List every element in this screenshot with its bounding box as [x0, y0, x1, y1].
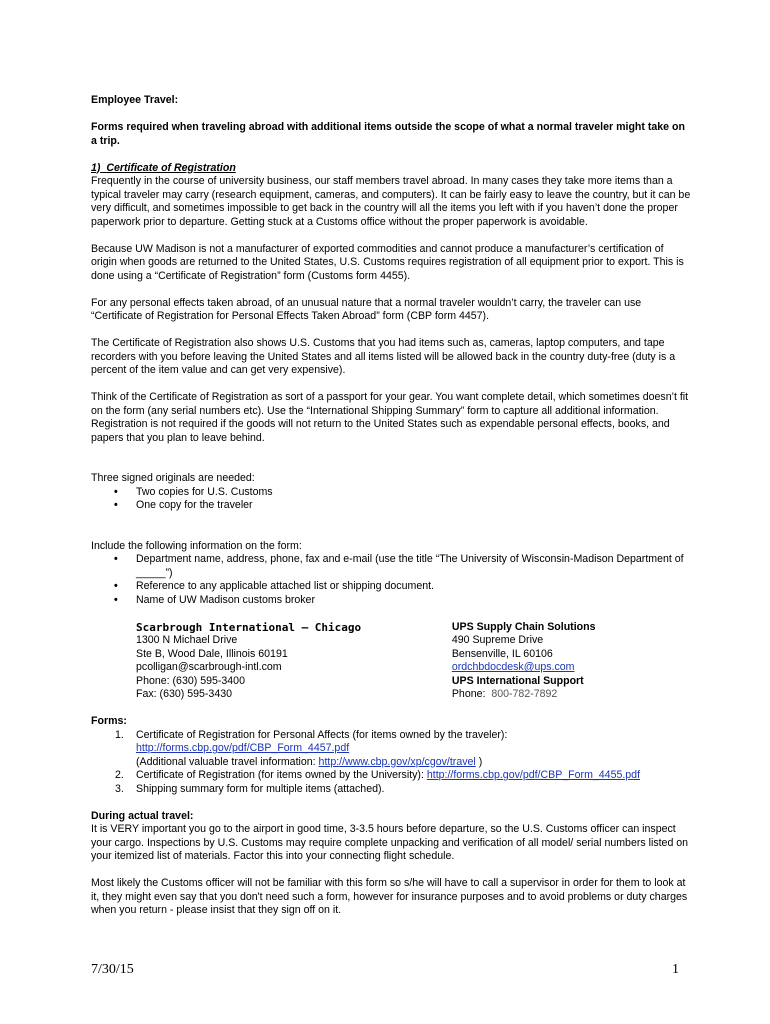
travel-info-link[interactable]: http://www.cbp.gov/xp/cgov/travel [318, 755, 476, 768]
broker-email-link[interactable]: ordchbdocdesk@ups.com [451, 661, 575, 673]
paragraph: Frequently in the course of university business, our staff members travel abroad. In many cases they take more items than a typical traveler may carry (research equipment, cameras, and computers). It can be fairly easy to leave the country, but it can be very difficult, and sometimes impossible to get back in the country will all the items you left with if you haven’t done the proper paperwork prior to departure. Getting stuck at a Customs office without the proper paperwork is avoidable. [91, 175, 691, 228]
broker-contacts [136, 621, 691, 702]
broker-email: pcolligan@scarbrough-intl.com [136, 661, 282, 673]
paragraph: Most likely the Customs officer will not be familiar with this form so s/he will have to call a supervisor in order for them to look at it, they might even say that you don't need such a form, however for insurance purposes and to avoid problems or duty charges when you return - please insist that they sign off on it. [91, 877, 688, 916]
list-item: • Name of UW Madison customs broker [91, 594, 691, 608]
forms-heading: Forms: [91, 715, 127, 727]
list-item [91, 769, 691, 783]
form-4457-link[interactable]: http://forms.cbp.gov/pdf/CBP_Form_4457.pdf [136, 742, 350, 754]
extra-prefix: (Additional valuable travel information: [136, 755, 319, 768]
paragraph: It is VERY important you go to the airport in good time, 3-3.5 hours before departure, so the U.S. Customs officer can inspect your cargo. Inspections by U.S. Customs may require complete unpacking and verification of all model/ serial numbers listed on your itemized list of materials. Factor this into your connecting flight schedule. [91, 823, 689, 862]
broker-address: 490 Supreme Drive [451, 634, 544, 646]
footer-date: 7/30/15 [91, 962, 134, 977]
include-list [91, 553, 691, 607]
paragraph: Because UW Madison is not a manufacturer of exported commodities and cannot produce a manufacturer’s certification of origin when goods are returned to the United States, U.S. Customs requires registration of all equipment prior to export. This is done using a “Certificate of Registration” form (Customs form 4455). [91, 242, 684, 282]
list-number: 3. [115, 782, 124, 795]
section1-heading [91, 162, 691, 176]
paragraph: The Certificate of Registration also shows U.S. Customs that you had items such as, cameras, laptop computers, and tape recorders with you before leaving the United States and all items listed will be allowed back in the country duty-free (duty is a percent of the item value and can get very expensive). [91, 337, 676, 376]
broker-fax: Fax: (630) 595-3430 [136, 688, 232, 700]
originals-intro: Three signed originals are needed: [91, 472, 255, 484]
include-intro: Include the following information on the form: [91, 539, 302, 552]
broker-name: UPS Supply Chain Solutions [451, 620, 596, 633]
list-item [91, 729, 691, 770]
section1-title: Certificate of Registration [106, 161, 236, 174]
document-heading: Employee Travel: [91, 94, 179, 106]
form-description: Certificate of Registration (for items owned by the University): [136, 769, 427, 781]
extra-suffix: ) [475, 755, 483, 768]
list-item: • Two copies for U.S. Customs [91, 486, 691, 500]
originals-list [91, 486, 691, 513]
broker-phone [452, 688, 691, 702]
document-page [91, 94, 691, 918]
broker-ups [452, 621, 691, 702]
list-item [91, 783, 691, 797]
list-item: • Reference to any applicable attached list or shipping document. [91, 580, 691, 594]
list-number: 2. [115, 769, 124, 781]
phone-value: 800-782-7892 [491, 688, 558, 700]
list-item: • One copy for the traveler [91, 499, 691, 513]
broker-scarbrough [136, 621, 452, 702]
list-item: • Department name, address, phone, fax and e-mail (use the title “The University of Wisconsin-Madison Department of _____”) [91, 553, 691, 580]
form-description: Shipping summary form for multiple items (attached). [136, 782, 385, 795]
paragraph: Think of the Certificate of Registration as sort of a passport for your gear. You want complete detail, which sometimes doesn’t fit on the form (any serial numbers etc). Use the “International Shipping Summary” form to capture all additional information. Registration is not required if the goods will not return to the United States such as expendable personal effects, books, and papers that you plan to leave behind. [91, 391, 689, 444]
footer-page-number: 1 [672, 962, 679, 977]
broker-address: 1300 N Michael Drive [136, 634, 238, 646]
broker-address: Ste B, Wood Dale, Illinois 60191 [136, 647, 288, 660]
section1-number: 1) [91, 161, 101, 174]
broker-support-label: UPS International Support [451, 674, 584, 687]
phone-label: Phone: [451, 688, 486, 700]
during-travel-heading: During actual travel: [91, 809, 194, 822]
broker-name: Scarbrough International – Chicago [136, 620, 362, 634]
list-number: 1. [115, 728, 124, 741]
document-subheading: Forms required when traveling abroad with additional items outside the scope of what a normal traveler might take on a trip. [91, 121, 685, 147]
broker-address: Bensenville, IL 60106 [451, 647, 553, 660]
forms-list [91, 729, 691, 797]
broker-phone: Phone: (630) 595-3400 [136, 674, 245, 687]
form-description: Certificate of Registration for Personal Affects (for items owned by the traveler): [136, 728, 508, 741]
paragraph: For any personal effects taken abroad, of an unusual nature that a normal traveler wouldn’t carry, the traveler can use “Certificate of Registration for Personal Effects Taken Abroad” form (CBP form 4457). [91, 296, 642, 322]
form-4455-link[interactable]: http://forms.cbp.gov/pdf/CBP_Form_4455.pdf [426, 769, 641, 781]
